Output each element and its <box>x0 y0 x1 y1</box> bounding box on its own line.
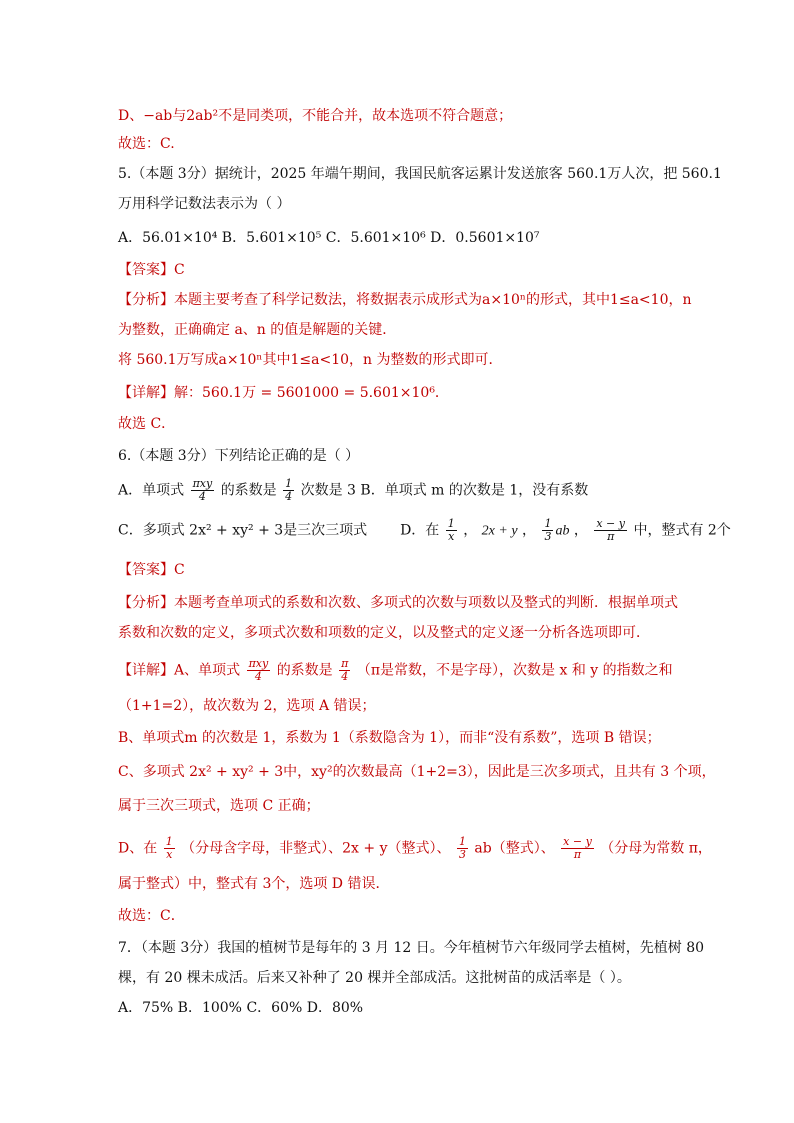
fraction-numerator: x − y <box>596 517 625 530</box>
q4-option-d-text: D、−ab与2ab²不是同类项，不能合并，故本选项不符合题意； <box>118 108 513 124</box>
fraction-denominator: π <box>573 848 582 861</box>
fraction-numerator: 1 <box>165 835 173 848</box>
q6-detail-line7: 属于整式）中，整式有 3个，选项 D 错误． <box>118 876 390 892</box>
q5-analysis-line1: 【分析】本题主要考查了科学记数法，将数据表示成形式为a×10ⁿ的形式，其中1≤a<10，n <box>118 292 692 308</box>
q6-answer: 【答案】C <box>118 562 185 578</box>
q7-stem-line1: 7．（本题 3分）我国的植树节是每年的 3 月 12 日。今年植树节六年级同学去植树，先植树 80 <box>118 940 705 956</box>
q6-detail-d-part-b: ab（整式）、 <box>474 840 555 857</box>
fraction-pixy-over-4 <box>191 478 215 503</box>
q6-analysis-line1: 【分析】本题考查单项式的系数和次数、多项式的次数与项数以及整式的判断．根据单项式 <box>118 595 678 611</box>
q5-stem-line1: 5.（本题 3分）据统计，2025 年端午期间，我国民航客运累计发送旅客 560.1万人次，把 560.1 <box>118 166 722 182</box>
q5-options: A．56.01×10⁴ B．5.601×10⁵ C．5.601×10⁶ D．0.5601×10⁷ <box>118 230 540 246</box>
expr-2x-plus-y: 2x + y <box>481 523 518 539</box>
fraction-numerator: 1 <box>544 517 552 530</box>
fraction-x-minus-y-over-pi <box>594 518 627 543</box>
fraction-denominator: x <box>448 530 455 543</box>
fraction-denominator: 3 <box>458 848 466 861</box>
q6-option-d-prefix: D．在 <box>400 522 440 539</box>
q6-detail-line3: B、单项式m 的次数是 1，系数为 1（系数隐含为 1），而非“没有系数”，选项 B 错误； <box>118 730 661 746</box>
q6-detail-line4: C、多项式 2x² + xy² + 3中，xy²的次数最高（1+2=3），因此是三次多项式，且共有 3 个项， <box>118 764 716 780</box>
q6-detail-mid: 的系数是 <box>276 662 333 679</box>
fraction-numerator: 1 <box>285 477 293 490</box>
q6-detail-d-part-a: （分母含字母，非整式）、2x + y（整式）、 <box>181 840 451 857</box>
q6-detail-d-part-c: （分母为常数 π， <box>600 840 712 857</box>
q6-option-a <box>118 478 588 503</box>
fraction-numerator: π <box>341 657 349 670</box>
fraction-x-minus-y-over-pi <box>561 836 594 861</box>
q6-detail-line6 <box>118 836 712 861</box>
q6-analysis-line2: 系数和次数的定义，多项式次数和项数的定义，以及整式的定义逐一分析各选项即可． <box>118 625 650 641</box>
fraction-denominator: 3 <box>544 530 552 543</box>
q5-answer: 【答案】C <box>118 262 185 278</box>
fraction-numerator: πxy <box>192 477 213 490</box>
fraction-1-over-x <box>164 836 175 861</box>
fraction-numerator: 1 <box>458 835 466 848</box>
q6-detail-d-prefix: D、在 <box>118 840 158 857</box>
fraction-numerator: πxy <box>248 657 269 670</box>
q6-detail-prefix: 【详解】A、单项式 <box>118 662 241 679</box>
q6-option-a-mid: 的系数是 <box>220 482 277 499</box>
q5-detail: 【详解】解：560.1万 = 5601000 = 5.601×10⁶． <box>118 385 449 401</box>
q6-detail-line2: （1+1=2），故次数为 2，选项 A 错误； <box>118 698 376 714</box>
q6-option-a-prefix: A．单项式 <box>118 482 185 499</box>
q6-detail-line5: 属于三次三项式，选项 C 正确； <box>118 798 320 814</box>
fraction-denominator: x <box>166 848 173 861</box>
q6-option-c-text: C．多项式 2x² + xy² + 3是三次三项式 <box>118 522 368 539</box>
q6-choice: 故选：C． <box>118 908 185 924</box>
fraction-pixy-over-4 <box>247 658 271 683</box>
q6-detail-line1 <box>118 658 673 683</box>
q7-stem-line2: 棵，有 20 棵未成活。后来又补种了 20 棵并全部成活。这批树苗的成活率是（ ）。 <box>118 970 631 986</box>
q7-options: A．75% B．100% C．60% D．80% <box>118 1000 364 1016</box>
q6-detail-post: （π是常数，不是字母），次数是 x 和 y 的指数之和 <box>356 662 673 679</box>
q6-option-d-post: 中，整式有 2个 <box>633 522 731 539</box>
q4-choice: 故选：C. <box>118 136 175 152</box>
q6-option-c: C．多项式 2x² + xy² + 3是三次三项式 D．在 $\frac{1}{x}$ ， 2x + y ， $\frac{1}{3}$ ab ， $\frac{x - y}{\pi}$ 中，整式有 2个 <box>118 517 731 543</box>
q6-option-a-post: 次数是 3 B．单项式 m 的次数是 1，没有系数 <box>300 482 589 499</box>
fraction-1-over-4 <box>283 478 294 503</box>
fraction-denominator: 4 <box>254 670 262 683</box>
fraction-numerator: 1 <box>447 517 455 530</box>
q5-choice: 故选 C． <box>118 416 176 432</box>
fraction-1-over-3 <box>457 836 468 861</box>
fraction-denominator: π <box>607 530 615 543</box>
q6-stem: 6.（本题 3分）下列结论正确的是（ ） <box>118 448 360 464</box>
fraction-1-over-x <box>446 518 457 543</box>
fraction-denominator: 4 <box>198 490 206 503</box>
fraction-1-over-3 <box>542 518 553 543</box>
expr-ab: ab <box>555 523 570 539</box>
q5-analysis-line2: 为整数，正确确定 a、n 的值是解题的关键． <box>118 322 397 338</box>
fraction-denominator: 4 <box>341 670 349 683</box>
q5-analysis-line3: 将 560.1万写成a×10ⁿ其中1≤a<10，n 为整数的形式即可． <box>118 352 503 368</box>
fraction-denominator: 4 <box>285 490 293 503</box>
fraction-pi-over-4 <box>339 658 350 683</box>
q5-stem-line2: 万用科学记数法表示为（ ） <box>118 196 291 212</box>
fraction-numerator: x − y <box>563 835 592 848</box>
